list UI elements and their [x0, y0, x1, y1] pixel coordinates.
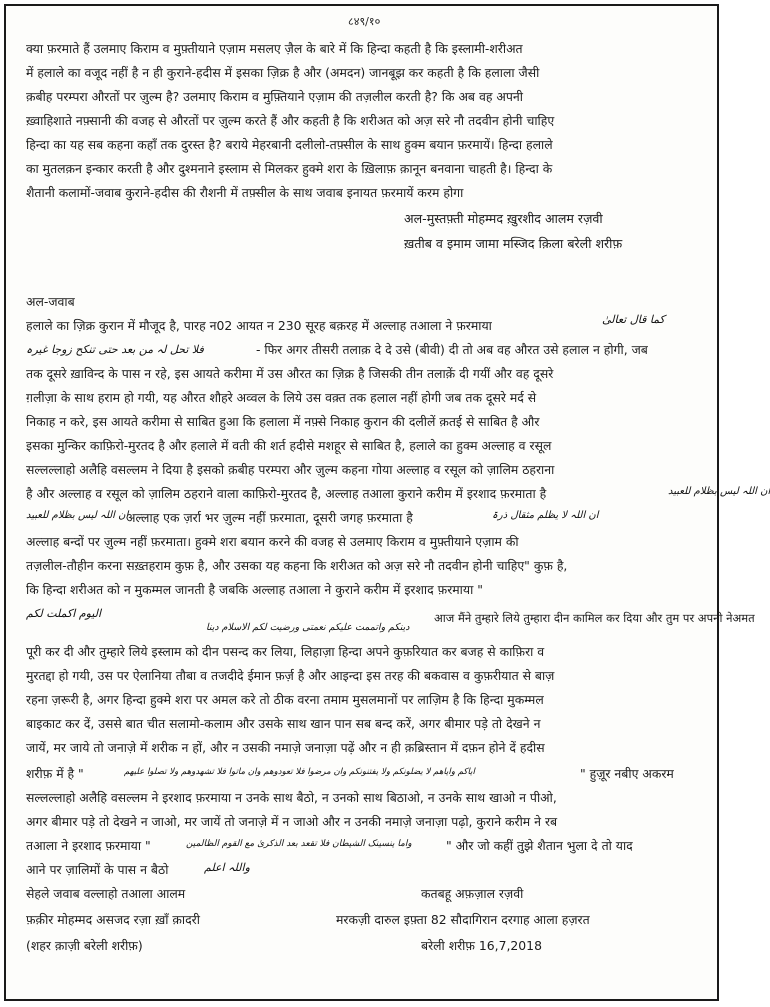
footer-left-line: (शहर क़ाज़ी बरेली शरीफ़)	[26, 938, 143, 953]
answer-line: तज़लील-तौहीन करना सख़्तहराम कुफ़ है, और उसका यह कहना कि शरीअत को अज़ सरे नौ तदवीन होनी चाहिए" कुफ़ है,	[26, 558, 568, 573]
answer-line: सल्लल्लाहो अलैहि वसल्लम ने दिया है इसको क़बीह परम्परा और ज़ुल्म कहना गोया अल्लाह व रसूल को ज़ालिम ठहराना	[26, 462, 555, 477]
answer-line: पूरी कर दी और तुम्हारे लिये इस्लाम को दीन पसन्द कर लिया, लिहाज़ा हिन्दा अपने कुफ़रियात कर बजह से काफ़िरा व	[26, 644, 545, 659]
answer-line: मुरतद्दा हो गयी, उस पर ऐलानिया तौबा व तजदीदे ईमान फ़र्ज़ है और आइन्दा इस तरह की बकवास व कुफ़रीयात से बाज़	[26, 668, 555, 683]
answer-line: सल्लल्लाहो अलैहि वसल्लम ने इरशाद फ़रमाया न उनके साथ बैठो, न उनको साथ बिठाओ, न उनके साथ खाओ न पीओ,	[26, 790, 557, 805]
footer-right-line: बरेली शरीफ़ 16,7,2018	[421, 938, 542, 953]
fatwa-document	[4, 4, 770, 1001]
answer-line: कि हिन्दा शरीअत को न मुकम्मल जानती है जबकि अल्लाह तआला ने कुराने करीम में इरशाद फ़रमाया "	[26, 582, 483, 597]
question-line: शैतानी कलामों-जवाब कुराने-हदीस की रौशनी में तफ़्सील के साथ जवाब इनायत फ़रमायें करम होगा	[26, 185, 464, 200]
question-line: हिन्दा का यह सब कहना कहाँ तक दुरस्त है? बराये मेहरबानी दलीलो-तफ़्सील के साथ हुक्म बयान फ़रमायें। हिन्दा हलाले	[26, 137, 553, 152]
question-line: ख़्वाहिशाते नफ़्सानी की वजह से औरतों पर ज़ुल्म करते हैं और कहती है कि शरीअत को अज़ सरे नौ तदवीन होनी चाहिए	[26, 113, 555, 128]
reference-number: ८४९/१०	[348, 15, 381, 28]
answer-line: जायें, मर जाये तो जनाज़े में शरीक न हों, और न उसकी नमाज़े जनाज़ा पढ़ें और न ही क़ब्रिस्तान में दफ़न होने दें हदीस	[26, 740, 545, 755]
answer-line: - फिर अगर तीसरी तलाक़ दे दे उसे (बीवी) दी तो अब वह औरत उसे हलाल न होगी, जब	[256, 342, 648, 357]
answer-line: अगर बीमार पड़े तो देखने न जाओ, मर जायें तो जनाज़े में न जाओ और न उनकी नमाज़े जनाज़ा पढ़ो, कुराने करीम ने रब	[26, 814, 558, 829]
answer-line: हलाले का ज़िक्र कुरान में मौजूद है, पारह न02 आयत न 230 सूरह बक़रह में अल्लाह तआला ने फ़रमाया	[26, 318, 492, 333]
arabic-quote: كما قال تعالىٰ	[602, 313, 665, 326]
answer-line: अल्लाह बन्दों पर ज़ुल्म नहीं फ़रमाता। हुक्मे शरा बयान करने की वजह से उलमाए किराम व मुफ़्तीयाने एज़ाम की	[26, 534, 519, 549]
question-line: क्या फ़रमाते हैं उलमाए किराम व मुफ़्तीयाने एज़ाम मसलए ज़ैल के बारे में कि हिन्दा कहती है कि इस्लामी-शरीअत	[26, 41, 523, 56]
answer-line: रहना ज़रूरी है, अगर हिन्दा हुक्मे शरा पर अमल करे तो ठीक वरना तमाम मुसलमानों पर लाज़िम है कि हिन्दा मुकम्मल	[26, 692, 544, 707]
answer-line: आज मैंने तुम्हारे लिये तुम्हारा दीन कामिल कर दिया और तुम पर अपनी नेअमत	[434, 611, 755, 625]
answer-line: है और अल्लाह व रसूल को ज़ालिम ठहराने वाला काफ़िरो-मुरतद है, अल्लाह तआला कुराने करीम में इरशाद फ़रमाता है	[26, 486, 547, 501]
question-line: में हलाले का वजूद नहीं है न ही कुराने-हदीस में इसका ज़िक्र है और (अमदन) जानबूझ कर कहती है कि हलाला जैसी	[26, 65, 540, 80]
arabic-quote: فلا تحل لہ من بعد حتی تنکح زوجا غیرہ	[26, 343, 204, 356]
answer-line: अल्लाह एक ज़र्रा भर ज़ुल्म नहीं फ़रमाता, दूसरी जगह फ़रमाता है	[126, 510, 413, 525]
arabic-quote: الیوم اکملت لکم	[26, 607, 102, 620]
question-line: का मुतलक़न इन्कार करती है और दुश्मनाने इस्लाम से मिलकर हुक्मे शरा के ख़िलाफ़ क़ानून बनवाना चाहती है। हिन्दा के	[26, 161, 553, 176]
questioner-name: अल-मुस्तफ़्ती मोहम्मद ख़ुरशीद आलम रज़वी	[404, 211, 603, 226]
arabic-quote: ان اللہ لا یظلم مثقال ذرۃ	[492, 510, 599, 521]
arabic-quote: ایاکم وایاھم لا یضلونکم ولا یفتنونکم وان مرضوا فلا تعودوھم وان ماتوا فلا تشھدوھم ولا تصلوا علیھم	[124, 767, 475, 777]
answer-line: " और जो कहीं तुझे शैतान भुला दे तो याद	[446, 838, 633, 853]
answer-line: ग़लीज़ा के साथ हराम हो गयी, यह औरत शौहरे अव्वल के लिये उस वक़्त तक हलाल नहीं होगी जब तक दूसरे मर्द से	[26, 390, 537, 405]
questioner-title: ख़तीब व इमाम जामा मस्जिद क़िला बरेली शरीफ़	[404, 236, 623, 251]
answer-line: निकाह न करे, इस आयते करीमा से साबित हुआ कि हलाला में नफ़्से निकाह कुरान की दलीलें क़तई से साबित है और	[26, 414, 540, 429]
answer-line: तआला ने इरशाद फ़रमाया "	[26, 838, 151, 853]
answer-line: शरीफ़ में है "	[26, 766, 84, 781]
arabic-quote: واللہ اعلم	[204, 861, 250, 874]
answer-line: आने पर ज़ालिमों के पास न बैठो	[26, 862, 169, 877]
arabic-quote: واما ینسینک الشیطان فلا تقعد بعد الذکریٰ مع القوم الظالمین	[186, 839, 412, 849]
answer-heading: अल-जवाब	[26, 294, 75, 309]
arabic-quote: ان اللہ لیس بظلام للعبید	[26, 510, 129, 521]
answer-line: तक दूसरे ख़ाविन्द के पास न रहे, इस आयते करीमा में उस औरत का ज़िक्र है जिसकी तीन तलाक़ें दी गयीं और वह दूसरे	[26, 366, 554, 381]
question-line: क़बीह परम्परा औरतों पर ज़ुल्म है? उलमाए किराम व मुफ़्तियाने एज़ाम की तज़लील करती है? कि अब वह अपनी	[26, 89, 523, 104]
answer-line: इसका मुन्किर काफ़िरो-मुरतद है और हलाले में वती की शर्त हदीसे मशहूर से साबित है, हलाले का हुक्म अल्लाह व रसूल	[26, 438, 552, 453]
footer-right-line: मरकज़ी दारुल इफ़्ता 82 सौदागिरान दरगाह आला हज़रत	[336, 912, 590, 927]
arabic-quote: دینکم واتممت علیکم نعمتی ورضیت لکم الاسلام دینا	[206, 622, 410, 633]
footer-left-line: सेहले जवाब वल्लाहो तआला आलम	[26, 886, 186, 901]
footer-right-line: कतबहू अफ़ज़ाल रज़वी	[421, 886, 524, 901]
arabic-quote: ان اللہ لیس بظلام للعبید	[668, 486, 770, 497]
answer-line: " हुज़ूर नबीए अकरम	[580, 766, 674, 781]
answer-line: बाइकाट कर दें, उससे बात चीत सलामो-कलाम और उसके साथ खान पान सब बन्द करें, अगर बीमार पड़े तो देखने न	[26, 716, 541, 731]
footer-left-line: फ़क़ीर मोहम्मद असजद रज़ा ख़ाँ क़ादरी	[26, 912, 200, 927]
